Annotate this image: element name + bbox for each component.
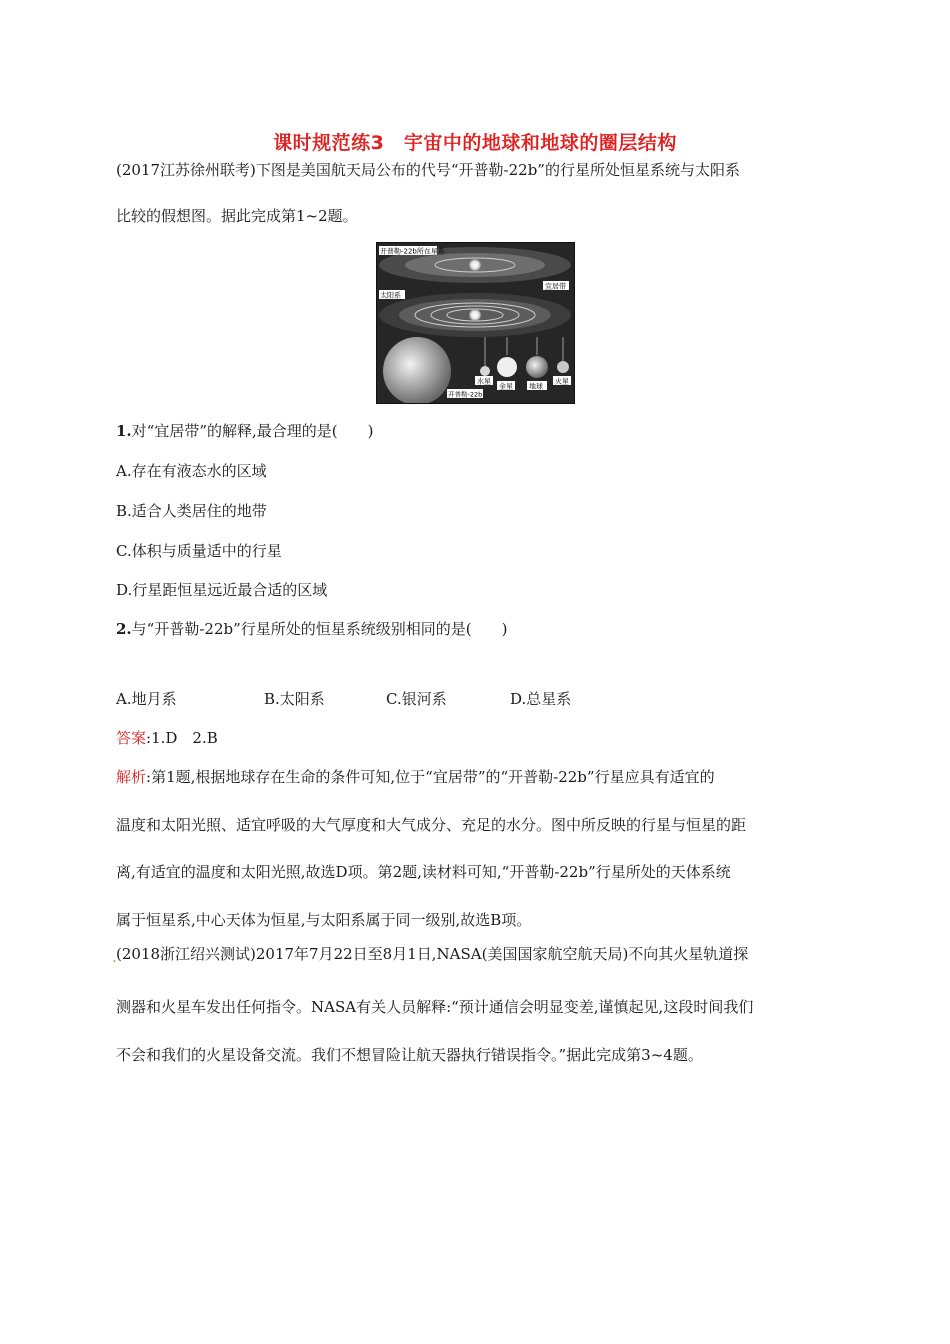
intro-line-2: 比较的假想图。据此完成第1~2题。 xyxy=(116,207,358,225)
label-kepler-system: 开普勒-22b所在星系 xyxy=(380,247,445,256)
figure-svg xyxy=(377,243,574,403)
analysis-line-4: 属于恒星系,中心天体为恒星,与太阳系属于同一级别,故选B项。 xyxy=(116,911,532,929)
passage2-line-2: 测器和火星车发出任何指令。NASA有关人员解释:“预计通信会明显变差,谨慎起见,这段时间我们 xyxy=(116,998,754,1016)
question-1-number: 1. xyxy=(116,422,132,440)
label-solar-system: 太阳系 xyxy=(380,291,401,300)
question-1-stem: 对“宜居带”的解释,最合理的是( ) xyxy=(131,422,374,440)
analysis-line-2: 温度和太阳光照、适宜呼吸的大气厚度和大气成分、充足的水分。图中所反映的行星与恒星的距 xyxy=(116,816,747,834)
q2-option-b: B.太阳系 xyxy=(264,690,325,708)
q2-option-c: C.银河系 xyxy=(386,690,447,708)
label-mars: 火星 xyxy=(555,377,569,386)
kepler-star-icon xyxy=(469,259,481,271)
q1-option-a: A.存在有液态水的区域 xyxy=(116,462,267,480)
sun-icon xyxy=(469,309,481,321)
question-2-stem: 与“开普勒-22b”行星所处的恒星系统级别相同的是( ) xyxy=(131,620,508,638)
planetary-system-figure xyxy=(376,242,575,404)
mars-icon xyxy=(557,361,569,373)
margin-mark: . xyxy=(112,948,117,966)
answer-text: :1.D 2.B xyxy=(146,729,218,747)
q1-option-d: D.行星距恒星远近最合适的区域 xyxy=(116,581,328,599)
question-2 xyxy=(116,619,507,639)
mercury-icon xyxy=(480,366,490,376)
page-title: 课时规范练3 宇宙中的地球和地球的圈层结构 xyxy=(273,132,677,154)
label-venus: 金星 xyxy=(499,382,513,391)
q2-options xyxy=(116,688,716,708)
analysis-text-1: :第1题,根据地球存在生命的条件可知,位于“宜居带”的“开普勒-22b”行星应具有适宜的 xyxy=(146,768,715,786)
answer-label: 答案 xyxy=(116,729,147,747)
question-1 xyxy=(116,421,373,441)
label-mercury: 水星 xyxy=(477,377,491,386)
question-2-number: 2. xyxy=(116,620,132,638)
earth-icon xyxy=(526,356,548,378)
q2-option-a: A.地月系 xyxy=(116,690,177,708)
q1-option-c: C.体积与质量适中的行星 xyxy=(116,542,282,560)
analysis-label: 解析 xyxy=(116,768,147,786)
answer xyxy=(116,728,218,748)
passage2-line-3: 不会和我们的火星设备交流。我们不想冒险让航天器执行错误指令。”据此完成第3~4题。 xyxy=(116,1046,703,1064)
passage2-line-1: (2018浙江绍兴测试)2017年7月22日至8月1日,NASA(美国国家航空航天局)不向其火星轨道探 xyxy=(116,945,749,963)
kepler-22b-planet-icon xyxy=(383,337,451,403)
q2-option-d: D.总星系 xyxy=(510,690,572,708)
venus-icon xyxy=(497,357,517,377)
analysis-line-1 xyxy=(116,767,715,787)
label-habitable-zone: 宜居带 xyxy=(545,282,566,291)
analysis-line-3: 离,有适宜的温度和太阳光照,故选D项。第2题,读材料可知,“开普勒-22b”行星所处的天体系统 xyxy=(116,863,731,881)
label-kepler-22b: 开普勒-22b xyxy=(448,390,483,399)
label-earth: 地球 xyxy=(529,382,543,391)
intro-line-1: (2017江苏徐州联考)下图是美国航天局公布的代号“开普勒-22b”的行星所处恒星系统与太阳系 xyxy=(116,161,740,179)
q1-option-b: B.适合人类居住的地带 xyxy=(116,502,267,520)
